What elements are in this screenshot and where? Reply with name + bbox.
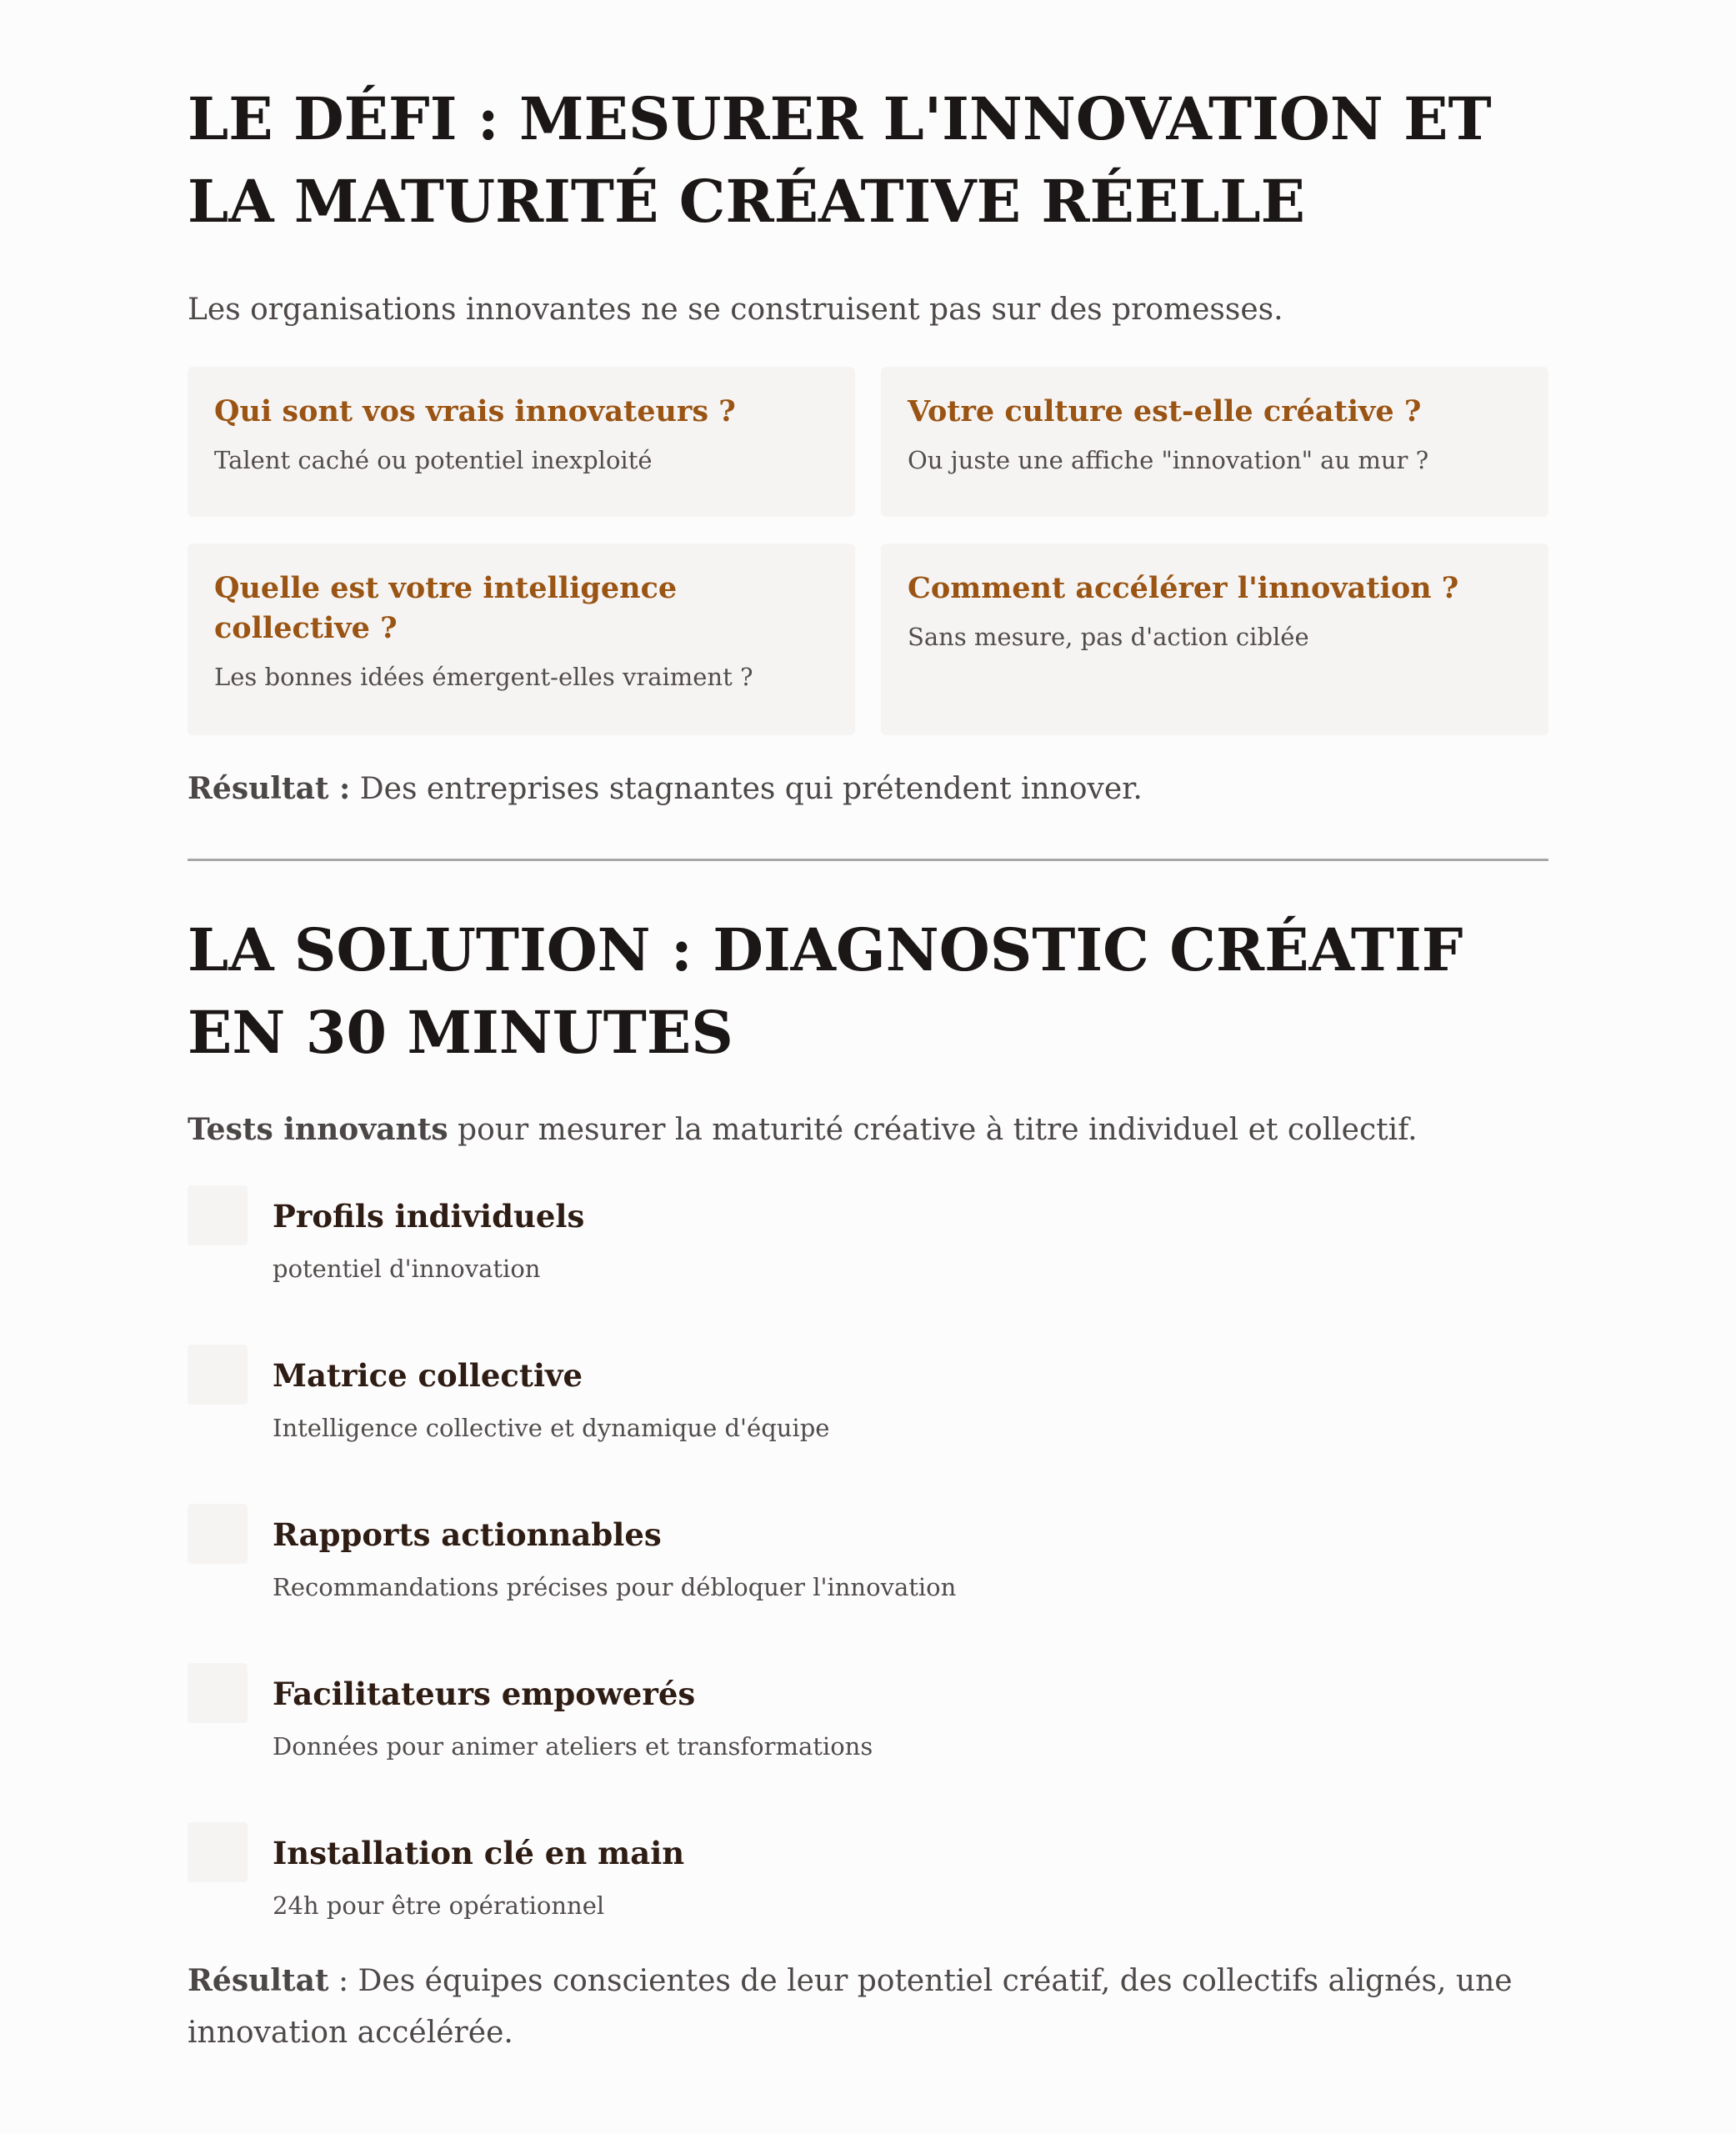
challenge-intro: Les organisations innovantes ne se construisent pas sur des promesses. xyxy=(188,293,1283,327)
feature-title: Profils individuels xyxy=(273,1198,585,1235)
feature-subtitle: Intelligence collective et dynamique d'équipe xyxy=(273,1414,830,1442)
feature-item xyxy=(188,1345,1548,1478)
question-card-subtitle: Ou juste une affiche "innovation" au mur ? xyxy=(908,446,1429,474)
question-card xyxy=(881,367,1548,517)
challenge-result-label: Résultat : xyxy=(188,771,351,806)
solution-intro xyxy=(188,1109,1418,1151)
feature-subtitle: potentiel d'innovation xyxy=(273,1255,541,1283)
question-card-title: Votre culture est-elle créative ? xyxy=(908,394,1422,428)
solution-result xyxy=(188,1955,1548,2059)
solution-result-text: : Des équipes conscientes de leur potentiel créatif, des collectifs alignés, une innovation accélérée. xyxy=(188,1964,1513,2050)
question-card-title: Comment accélérer l'innovation ? xyxy=(908,571,1459,605)
challenge-heading: LE DÉFI : MESURER L'INNOVATION ET LA MATURITÉ CRÉATIVE RÉELLE xyxy=(188,84,1492,236)
question-card-title: Quelle est votre intelligence collective ? xyxy=(214,571,678,645)
challenge-result-text: Des entreprises stagnantes qui prétendent innover. xyxy=(350,772,1143,806)
feature-subtitle: 24h pour être opérationnel xyxy=(273,1891,605,1920)
feature-item xyxy=(188,1663,1548,1796)
solution-heading: LA SOLUTION : DIAGNOSTIC CRÉATIF EN 30 MINUTES xyxy=(188,915,1463,1067)
solution-result-label: Résultat xyxy=(188,1963,329,1998)
feature-item xyxy=(188,1822,1548,1956)
question-card xyxy=(881,544,1548,735)
feature-subtitle: Recommandations précises pour débloquer l'innovation xyxy=(273,1573,957,1601)
section-divider xyxy=(188,859,1548,861)
feature-icon-placeholder xyxy=(188,1504,248,1564)
challenge-result xyxy=(188,763,1548,815)
feature-title: Rapports actionnables xyxy=(273,1516,662,1553)
solution-intro-bold: Tests innovants xyxy=(188,1112,448,1147)
feature-icon-placeholder xyxy=(188,1185,248,1245)
feature-icon-placeholder xyxy=(188,1345,248,1405)
question-card-subtitle: Les bonnes idées émergent-elles vraiment ? xyxy=(214,663,753,691)
question-card xyxy=(188,367,855,517)
question-card-title: Qui sont vos vrais innovateurs ? xyxy=(214,394,736,428)
feature-icon-placeholder xyxy=(188,1663,248,1723)
question-card xyxy=(188,544,855,735)
feature-subtitle: Données pour animer ateliers et transformations xyxy=(273,1732,873,1761)
solution-intro-text: pour mesurer la maturité créative à titre individuel et collectif. xyxy=(448,1113,1418,1147)
feature-item xyxy=(188,1185,1548,1319)
feature-title: Matrice collective xyxy=(273,1357,583,1394)
feature-title: Installation clé en main xyxy=(273,1835,685,1871)
feature-item xyxy=(188,1504,1548,1637)
challenge-question-grid xyxy=(188,367,1548,735)
question-card-subtitle: Sans mesure, pas d'action ciblée xyxy=(908,623,1309,651)
feature-icon-placeholder xyxy=(188,1822,248,1882)
feature-title: Facilitateurs empowerés xyxy=(273,1676,696,1712)
question-card-subtitle: Talent caché ou potentiel inexploité xyxy=(214,446,653,474)
